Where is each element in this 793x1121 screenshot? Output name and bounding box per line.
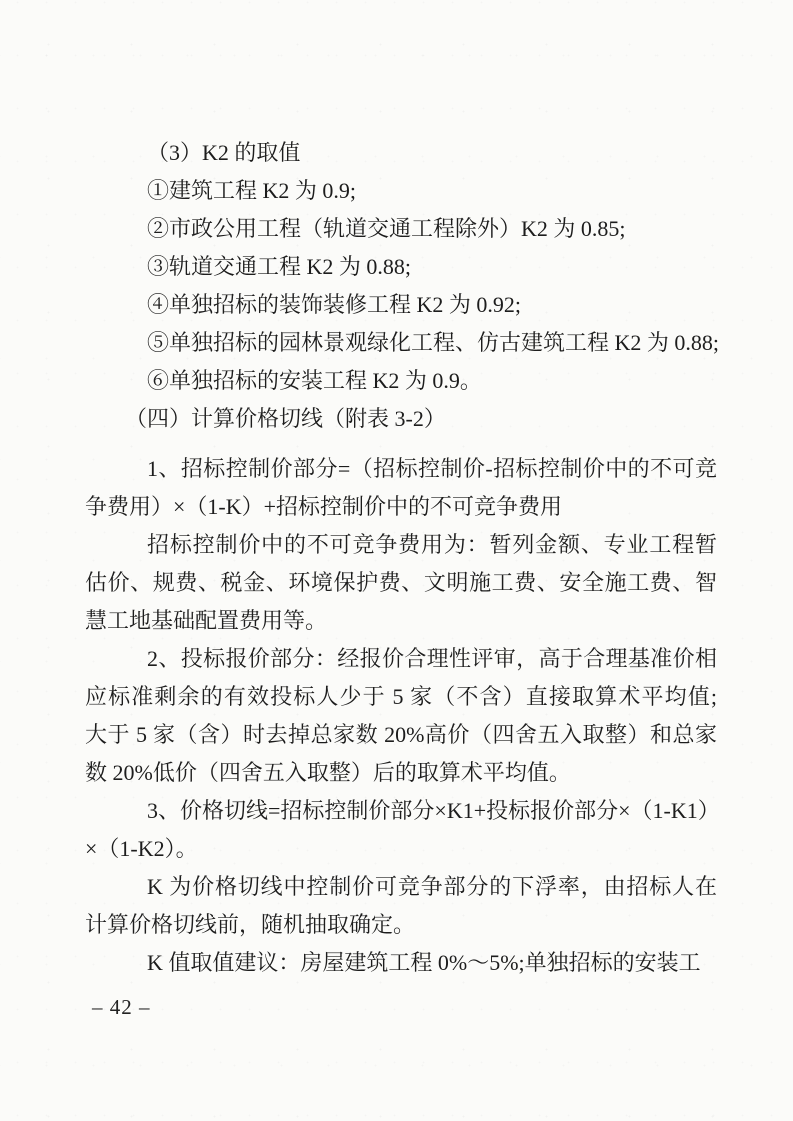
text-line: （四）计算价格切线（附表 3-2） [125,406,446,431]
text-line: ①建筑工程 K2 为 0.9; [147,178,357,203]
text-line: ⑤单独招标的园林景观绿化工程、仿古建筑工程 K2 为 0.88; [147,330,720,355]
text-line: 争费用）×（1-K）+招标控制价中的不可竞争费用 [85,494,563,519]
text-line: 数 20%低价（四舍五入取整）后的取算术平均值。 [85,760,571,785]
text-line: 1、招标控制价部分=（招标控制价-招标控制价中的不可竞 [147,456,717,481]
text-line: K 为价格切线中控制价可竞争部分的下浮率，由招标人在 [147,874,717,899]
text-line: ②市政公用工程（轨道交通工程除外）K2 为 0.85; [147,216,626,241]
text-line: 计算价格切线前，随机抽取确定。 [85,912,416,937]
text-line: ×（1-K2）。 [85,836,198,861]
text-line: 慧工地基础配置费用等。 [85,608,328,633]
text-line: 估价、规费、税金、环境保护费、文明施工费、安全施工费、智 [85,570,717,595]
text-line: 应标准剩余的有效投标人少于 5 家（不含）直接取算术平均值; [85,684,717,709]
text-line: 2、投标报价部分：经报价合理性评审，高于合理基准价相 [147,646,717,671]
text-line: 招标控制价中的不可竞争费用为：暂列金额、专业工程暂 [147,532,717,557]
text-line: K 值取值建议：房屋建筑工程 0%～5%;单独招标的安装工 [147,950,701,975]
text-line: 大于 5 家（含）时去掉总家数 20%高价（四舍五入取整）和总家 [85,722,717,747]
text-line: ④单独招标的装饰装修工程 K2 为 0.92; [147,292,522,317]
text-line: 3、价格切线=招标控制价部分×K1+投标报价部分×（1-K1） [147,798,720,823]
text-line: ③轨道交通工程 K2 为 0.88; [147,254,412,279]
document-body [85,134,720,982]
text-line: （3）K2 的取值 [147,140,301,165]
text-line: ⑥单独招标的安装工程 K2 为 0.9。 [147,368,482,393]
page-number: – 42 – [92,995,151,1019]
